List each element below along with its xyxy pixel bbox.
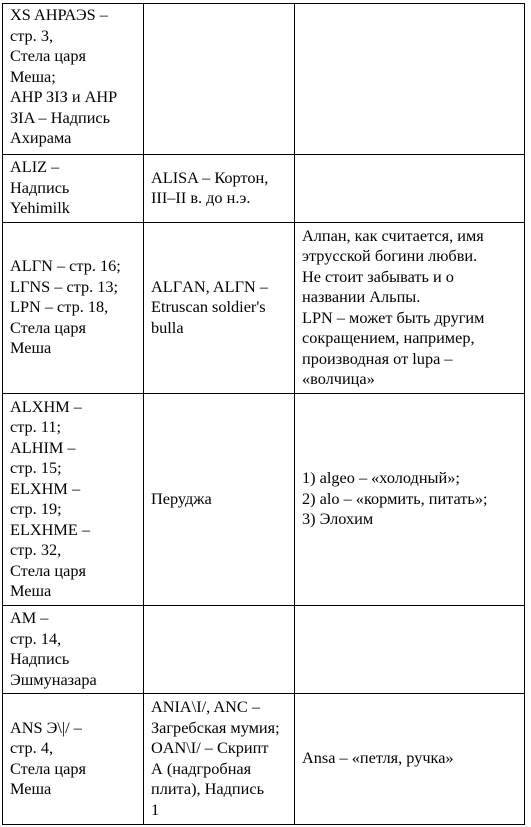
table-row [3, 694, 525, 825]
table-row [3, 223, 525, 394]
cell-text-line: Стела царя [10, 46, 86, 65]
table-cell-col1 [3, 694, 144, 825]
table-row [3, 155, 525, 223]
cell-text-line: OAN\I/ – Скрипт [151, 738, 269, 757]
table-cell-col1 [3, 155, 144, 223]
cell-text-line: Ахирама [10, 128, 72, 147]
cell-text-line: AHP ЗIЗ и AHP [10, 87, 118, 106]
cell-text-line: названии Альпы. [302, 287, 421, 306]
cell-text-line: AM – [10, 608, 49, 627]
cell-text-line: Ansa – «петля, ручка» [302, 748, 454, 768]
cell-text-line: стр. 32, [10, 540, 62, 559]
cell-text-line: Меша [10, 338, 52, 358]
table-cell-col2 [144, 4, 295, 155]
cell-text-line: Меша; [10, 66, 56, 86]
table-cell-col2 [144, 223, 295, 394]
cell-text-line: Алпан, как считается, имя [302, 225, 484, 245]
cell-text-line: 1) algeo – «холодный»; [302, 468, 460, 488]
cell-text-line: ALHIM – [10, 437, 76, 457]
table-cell-col3 [295, 4, 525, 155]
table-cell-col3 [295, 394, 525, 606]
cell-text-line: стр. 3, [10, 25, 54, 45]
cell-text-line: Не стоит забывать и о [302, 266, 454, 286]
cell-text-line: 3) Элохим [302, 509, 374, 529]
cell-text-line: LΓNS – стр. 13; [10, 276, 119, 296]
cell-text-line: стр. 11; [10, 417, 62, 436]
cell-text-line: производная от lupa – [302, 348, 453, 368]
cell-text-line: «волчица» [302, 369, 375, 388]
table-row [3, 4, 525, 155]
cell-text-line: Надпись [10, 649, 70, 668]
cell-text-line: Меша [10, 581, 52, 600]
cell-text-line: LPN – может быть другим [302, 307, 485, 327]
cell-text-line: Загребская мумия; [151, 717, 280, 737]
cell-text-line: ALΓN – стр. 16; [10, 256, 121, 276]
table-cell-col2 [144, 155, 295, 223]
cell-text-line: Etruscan soldier's [151, 297, 266, 317]
table-cell-col1 [3, 394, 144, 606]
cell-text-line: 2) alo – «кормить, питать»; [302, 488, 488, 508]
cell-text-line: XS AНРАЭS – [10, 5, 108, 24]
cell-text-line: Стела царя [10, 317, 86, 337]
cell-text-line: ELXHM – [10, 478, 81, 498]
cell-text-line: 1 [151, 799, 160, 819]
cell-text-line: Надпись [10, 177, 70, 197]
table-cell-col3 [295, 694, 525, 825]
table-cell-col3 [295, 223, 525, 394]
cell-text-line: стр. 15; [10, 458, 62, 477]
cell-text-line: Перуджа [151, 488, 212, 508]
cell-text-line: ANIA\I/, ANC – [151, 697, 260, 716]
table-cell-col3 [295, 155, 525, 223]
table-cell-col2 [144, 394, 295, 606]
cell-text-line: ALXHM – [10, 396, 82, 416]
cell-text-line: Стела царя [10, 560, 86, 580]
table-cell-col1 [3, 4, 144, 155]
cell-text-line: плита), Надпись [151, 779, 264, 798]
cell-text-line: этрусской богини любви. [302, 246, 478, 265]
cell-text-line: ALIZ – [10, 157, 60, 177]
cell-text-line: стр. 4, [10, 738, 54, 757]
cell-text-line: ALISA – Кортон, [151, 167, 269, 187]
cell-text-line: сокращением, например, [302, 328, 475, 347]
cell-text-line: Меша [10, 779, 52, 798]
table-cell-col1 [3, 606, 144, 694]
cell-text-line: ANS Э\|/ – [10, 717, 82, 737]
comparison-table [2, 3, 525, 825]
cell-text-line: LPN – стр. 18, [10, 297, 109, 317]
cell-text-line: стр. 14, [10, 628, 62, 648]
cell-text-line: ALΓAN, ALΓN – [151, 276, 268, 296]
cell-text-line: III–II в. до н.э. [151, 188, 251, 207]
cell-text-line: стр. 19; [10, 499, 62, 518]
cell-text-line: ELXHME – [10, 519, 91, 539]
table-cell-col3 [295, 606, 525, 694]
cell-text-line: Стела царя [10, 758, 86, 778]
table-row [3, 394, 525, 606]
table-row [3, 606, 525, 694]
cell-text-line: Yehimilk [10, 198, 70, 218]
cell-text-line: Эшмуназара [10, 669, 97, 689]
cell-text-line: А (надгробная [151, 758, 252, 778]
cell-text-line: ЗIA – Надпись [10, 107, 111, 127]
cell-text-line: bulla [151, 317, 184, 337]
table-cell-col2 [144, 606, 295, 694]
table-cell-col2 [144, 694, 295, 825]
table-cell-col1 [3, 223, 144, 394]
